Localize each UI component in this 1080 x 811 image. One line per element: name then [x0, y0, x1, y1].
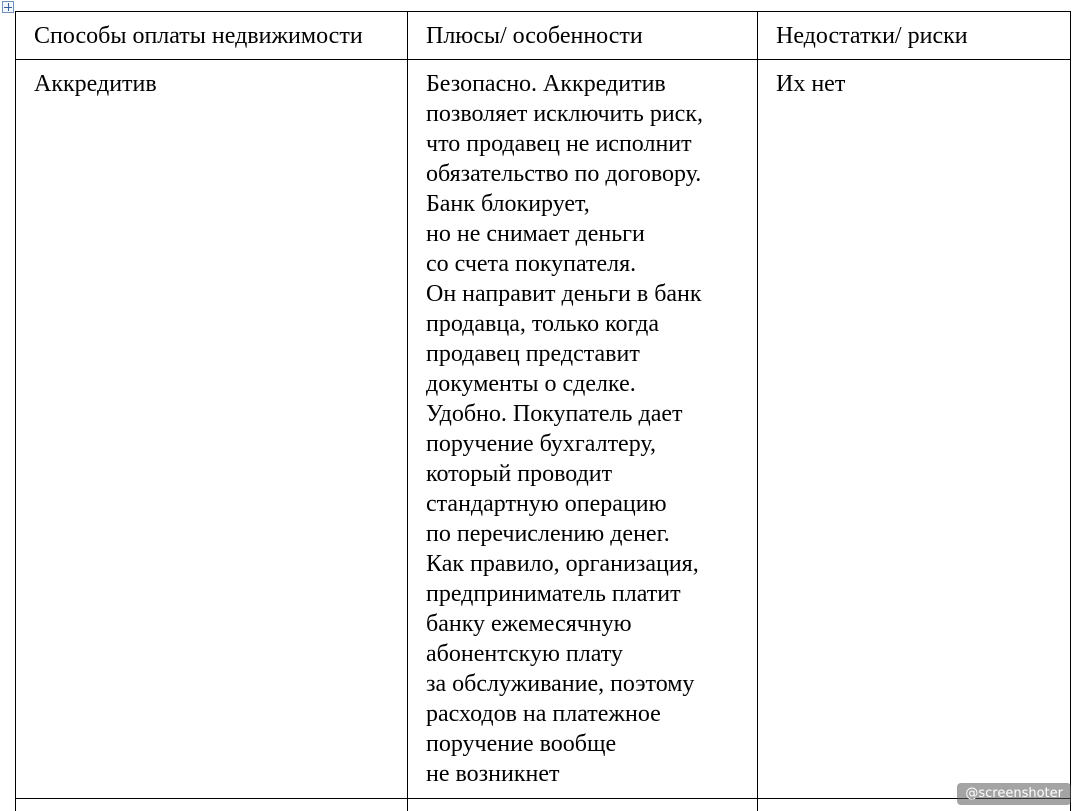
header-cell-method[interactable]: [16, 12, 408, 60]
cell-pros[interactable]: [408, 60, 758, 799]
pros-line: стандартную операцию: [426, 491, 667, 517]
pros-line: Безопасно. Аккредитив: [426, 71, 666, 97]
cell-method[interactable]: [16, 60, 408, 799]
pros-line: банку ежемесячную: [426, 611, 632, 637]
pros-line: который проводит: [426, 461, 613, 487]
pros-line: что продавец не исполнит: [426, 131, 692, 157]
cons-text: Их нет: [776, 71, 846, 97]
pros-line: обязательство по договору.: [426, 161, 702, 187]
method-text: Аккредитив: [34, 71, 157, 97]
payment-methods-table: [15, 11, 1071, 811]
cell-empty[interactable]: [408, 799, 758, 811]
pros-line: но не снимает деньги: [426, 221, 645, 247]
pros-line: абонентскую плату: [426, 641, 623, 667]
pros-line: поручение вообще: [426, 731, 617, 757]
header-method-text: Способы оплаты недвижимости: [34, 23, 363, 49]
pros-line: за обслуживание, поэтому: [426, 671, 695, 697]
table-header-row: [16, 12, 1071, 60]
header-cell-cons[interactable]: [758, 12, 1071, 60]
table-move-handle-icon[interactable]: [2, 1, 14, 13]
pros-line: Банк блокирует,: [426, 191, 590, 217]
pros-line: позволяет исключить риск,: [426, 101, 703, 127]
pros-line: продавца, только когда: [426, 311, 660, 337]
pros-line: Как правило, организация,: [426, 551, 699, 577]
header-cell-pros[interactable]: [408, 12, 758, 60]
screenshoter-watermark: @screenshoter: [957, 783, 1071, 805]
pros-line: поручение бухгалтеру,: [426, 431, 656, 457]
pros-line: предприниматель платит: [426, 581, 681, 607]
cell-cons[interactable]: [758, 60, 1071, 799]
header-pros-text: Плюсы/ особенности: [426, 23, 643, 49]
pros-line: Он направит деньги в банк: [426, 281, 702, 307]
header-cons-text: Недостатки/ риски: [776, 23, 968, 49]
cell-empty[interactable]: [16, 799, 408, 811]
pros-line: со счета покупателя.: [426, 251, 637, 277]
table-row: [16, 60, 1071, 799]
pros-line: Удобно. Покупатель дает: [426, 401, 683, 427]
pros-line: продавец представит: [426, 341, 640, 367]
pros-line: расходов на платежное: [426, 701, 661, 727]
pros-line: не возникнет: [426, 761, 560, 787]
pros-line: по перечислению денег.: [426, 521, 670, 547]
pros-line: документы о сделке.: [426, 371, 636, 397]
table-row-next: [16, 799, 1071, 811]
